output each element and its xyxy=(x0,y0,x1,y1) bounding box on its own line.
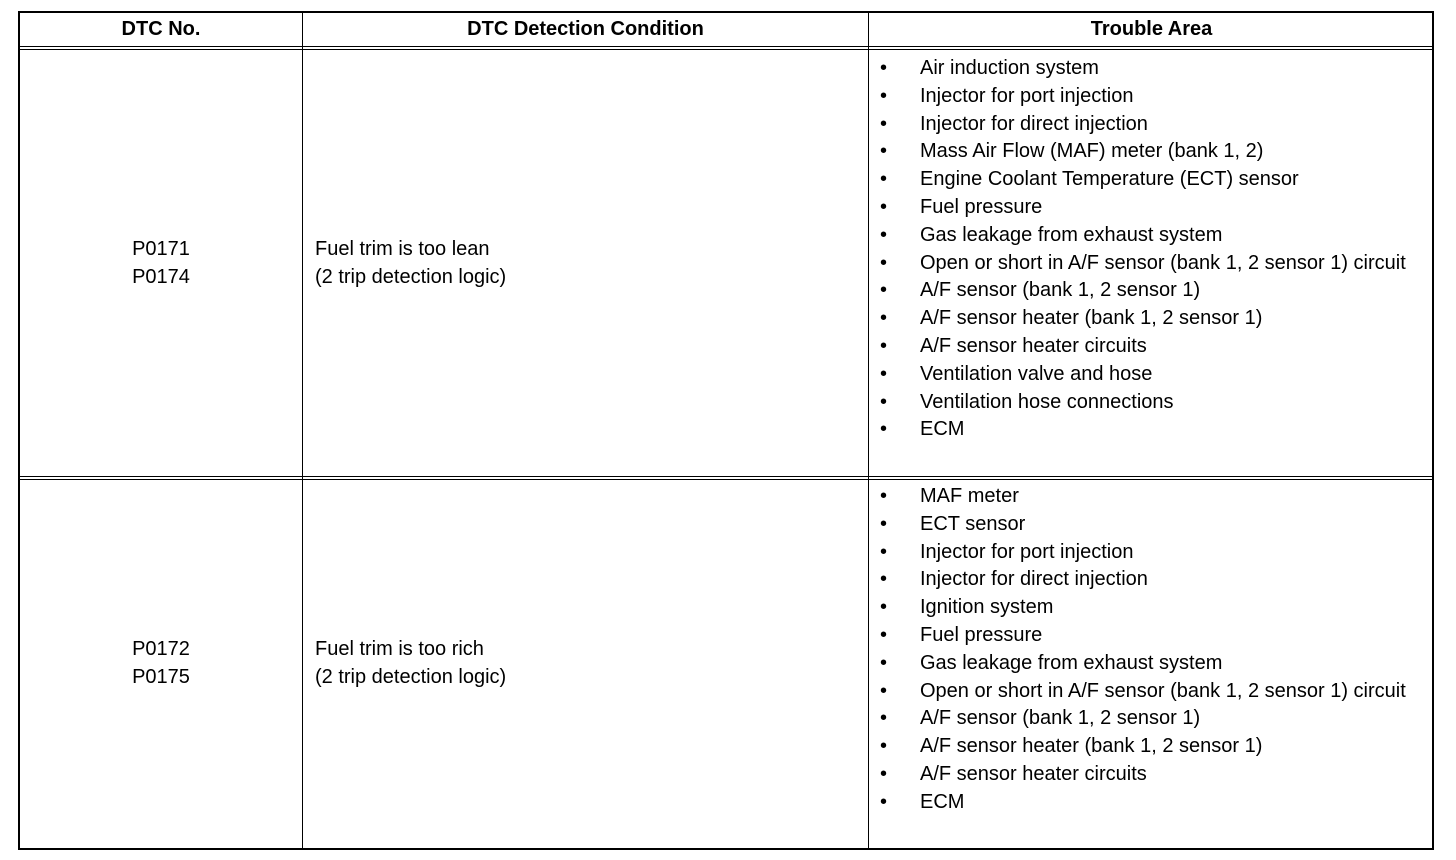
bullet-icon: • xyxy=(880,334,888,357)
bullet-icon: • xyxy=(880,596,888,619)
bullet-icon: • xyxy=(880,762,888,785)
trouble-area-item xyxy=(870,416,1430,444)
trouble-area-text: Ventilation valve and hose xyxy=(920,362,1153,385)
trouble-area-item xyxy=(870,483,1430,511)
trouble-area-text: Gas leakage from exhaust system xyxy=(920,223,1223,246)
bullet-icon: • xyxy=(880,279,888,302)
trouble-area-text: A/F sensor heater (bank 1, 2 sensor 1) xyxy=(920,307,1263,330)
trouble-area-text: A/F sensor (bank 1, 2 sensor 1) xyxy=(920,707,1201,730)
bullet-icon: • xyxy=(880,512,888,535)
condition-line: Fuel trim is too rich xyxy=(315,638,484,660)
dtc-code: P0171 xyxy=(132,238,190,260)
trouble-area-text: ECM xyxy=(920,790,965,813)
header-divider xyxy=(20,46,1432,50)
trouble-area-text: Engine Coolant Temperature (ECT) sensor xyxy=(920,168,1299,191)
condition-line: (2 trip detection logic) xyxy=(315,666,507,688)
dtc-table xyxy=(18,11,1434,850)
trouble-area-text: Injector for port injection xyxy=(920,540,1134,563)
trouble-area-text: Ventilation hose connections xyxy=(920,390,1174,413)
trouble-area-text: A/F sensor heater (bank 1, 2 sensor 1) xyxy=(920,735,1263,758)
trouble-area-item xyxy=(870,622,1430,650)
row-divider xyxy=(20,476,1432,477)
dtc-code: P0174 xyxy=(132,266,190,288)
trouble-area-text: Ignition system xyxy=(920,596,1054,619)
bullet-icon: • xyxy=(880,112,888,135)
trouble-area-text: Mass Air Flow (MAF) meter (bank 1, 2) xyxy=(920,140,1264,163)
row-1-condition xyxy=(315,235,506,291)
header-detection-condition: DTC Detection Condition xyxy=(467,18,704,40)
bullet-icon: • xyxy=(880,390,888,413)
trouble-area-item xyxy=(870,305,1430,333)
dtc-code: P0172 xyxy=(132,638,190,660)
trouble-area-item xyxy=(870,277,1430,305)
trouble-area-text: Fuel pressure xyxy=(920,195,1043,218)
trouble-area-item xyxy=(870,511,1430,539)
column-divider xyxy=(302,13,303,848)
bullet-icon: • xyxy=(880,362,888,385)
column-divider xyxy=(868,13,869,848)
bullet-icon: • xyxy=(880,679,888,702)
trouble-area-item xyxy=(870,361,1430,389)
trouble-area-text: Gas leakage from exhaust system xyxy=(920,651,1223,674)
trouble-area-item xyxy=(870,83,1430,111)
trouble-area-item xyxy=(870,138,1430,166)
trouble-area-text: Fuel pressure xyxy=(920,623,1043,646)
trouble-area-item xyxy=(870,594,1430,622)
trouble-area-item xyxy=(870,250,1430,278)
bullet-icon: • xyxy=(880,84,888,107)
trouble-area-text: Open or short in A/F sensor (bank 1, 2 sensor 1) circuit xyxy=(920,679,1406,702)
trouble-area-text: Injector for direct injection xyxy=(920,568,1148,591)
trouble-area-item xyxy=(870,761,1430,789)
row-2-condition xyxy=(315,635,506,691)
trouble-area-item xyxy=(870,566,1430,594)
trouble-area-text: A/F sensor heater circuits xyxy=(920,762,1147,785)
trouble-area-item xyxy=(870,539,1430,567)
trouble-area-text: Open or short in A/F sensor (bank 1, 2 sensor 1) circuit xyxy=(920,251,1406,274)
trouble-area-item xyxy=(870,166,1430,194)
trouble-area-item xyxy=(870,389,1430,417)
row-2-dtc-codes xyxy=(20,635,302,691)
trouble-area-item xyxy=(870,705,1430,733)
bullet-icon: • xyxy=(880,251,888,274)
trouble-area-text: ECT sensor xyxy=(920,512,1026,535)
trouble-area-item xyxy=(870,650,1430,678)
trouble-area-item xyxy=(870,55,1430,83)
bullet-icon: • xyxy=(880,57,888,79)
trouble-area-item xyxy=(870,111,1430,139)
row-1-trouble-areas xyxy=(870,55,1430,444)
trouble-area-item xyxy=(870,333,1430,361)
bullet-icon: • xyxy=(880,418,888,441)
bullet-icon: • xyxy=(880,540,888,563)
bullet-icon: • xyxy=(880,307,888,330)
dtc-code: P0175 xyxy=(132,666,190,688)
header-trouble-area: Trouble Area xyxy=(1090,18,1213,40)
row-2-trouble-areas xyxy=(870,483,1430,817)
condition-line: (2 trip detection logic) xyxy=(315,266,507,288)
row-divider xyxy=(20,479,1432,480)
bullet-icon: • xyxy=(880,568,888,591)
trouble-area-item xyxy=(870,678,1430,706)
trouble-area-text: A/F sensor (bank 1, 2 sensor 1) xyxy=(920,279,1201,302)
bullet-icon: • xyxy=(880,140,888,163)
condition-line: Fuel trim is too lean xyxy=(315,238,490,260)
trouble-area-text: Injector for direct injection xyxy=(920,112,1148,135)
bullet-icon: • xyxy=(880,223,888,246)
trouble-area-item xyxy=(870,194,1430,222)
trouble-area-item xyxy=(870,733,1430,761)
trouble-area-item xyxy=(870,789,1430,817)
bullet-icon: • xyxy=(880,168,888,191)
bullet-icon: • xyxy=(880,485,888,507)
bullet-icon: • xyxy=(880,195,888,218)
trouble-area-item xyxy=(870,222,1430,250)
trouble-area-text: ECM xyxy=(920,418,965,441)
trouble-area-text: MAF meter xyxy=(920,485,1019,507)
header-dtc-no: DTC No. xyxy=(121,18,201,40)
trouble-area-text: Injector for port injection xyxy=(920,84,1134,107)
bullet-icon: • xyxy=(880,735,888,758)
bullet-icon: • xyxy=(880,651,888,674)
bullet-icon: • xyxy=(880,623,888,646)
trouble-area-text: A/F sensor heater circuits xyxy=(920,334,1147,357)
trouble-area-text: Air induction system xyxy=(920,57,1099,79)
bullet-icon: • xyxy=(880,790,888,813)
bullet-icon: • xyxy=(880,707,888,730)
row-1-dtc-codes xyxy=(20,235,302,291)
